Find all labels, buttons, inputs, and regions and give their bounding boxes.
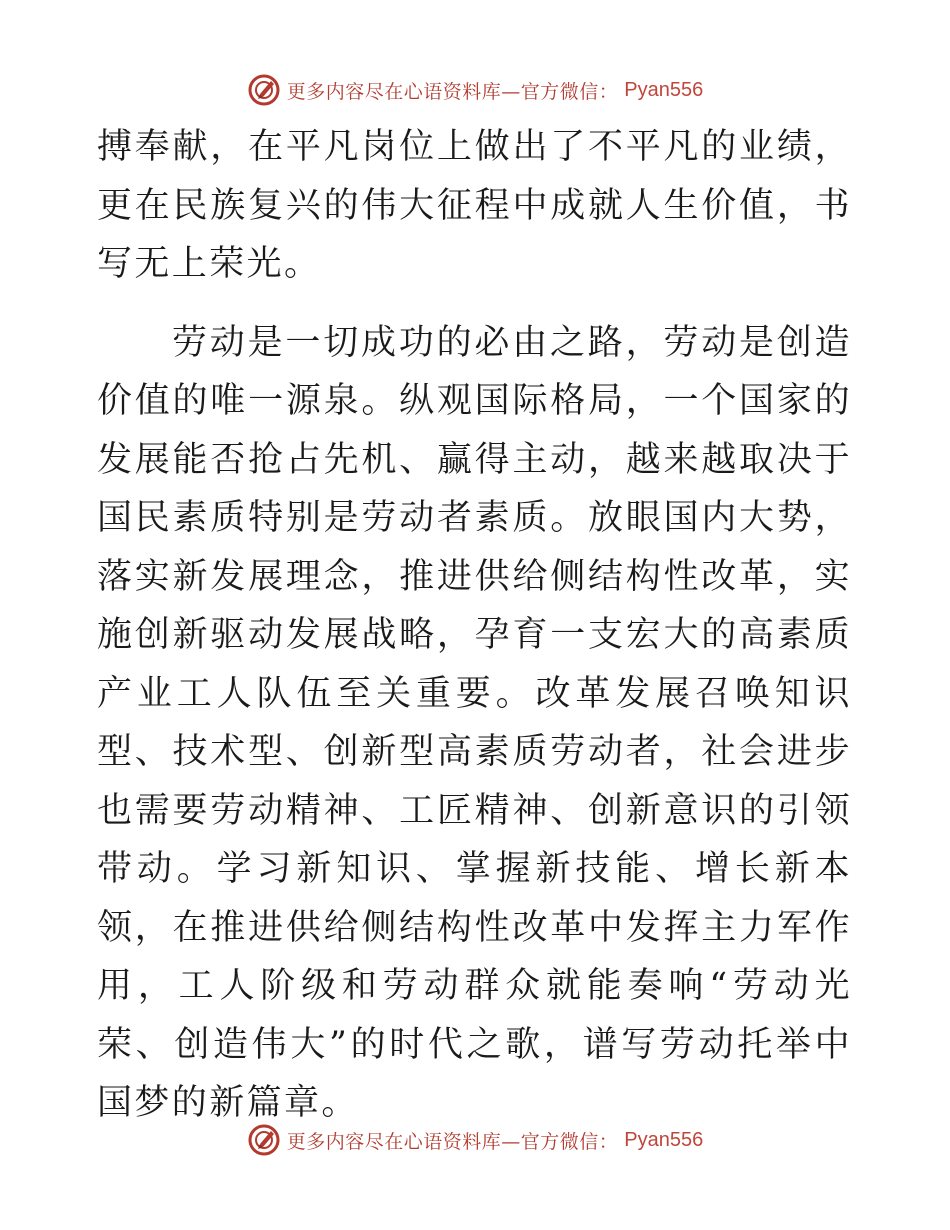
seal-logo-icon bbox=[247, 73, 281, 107]
document-body bbox=[97, 118, 852, 1133]
footer-banner-text: 更多内容尽在心语资料库—官方微信： bbox=[286, 1130, 619, 1153]
header-banner-text: 更多内容尽在心语资料库—官方微信： bbox=[286, 80, 619, 103]
seal-logo-icon bbox=[247, 1123, 281, 1157]
paragraph-2: 劳动是一切成功的必由之路，劳动是创造价值的唯一源泉。纵观国际格局，一个国家的发展能否抢占先机、赢得主动，越来越取决于国民素质特别是劳动者素质。放眼国内大势，落实新发展理念，推进供给侧结构性改革，实施创新驱动发展战略，孕育一支宏大的高素质产业工人队伍至关重要。改革发展召唤知识型、技术型、创新型高素质劳动者，社会进步也需要劳动精神、工匠精神、创新意识的引领带动。学习新知识、掌握新技能、增长新本领，在推进供给侧结构性改革中发挥主力军作用，工人阶级和劳动群众就能奏响“劳动光荣、创造伟大”的时代之歌，谱写劳动托举中国梦的新篇章。 bbox=[97, 322, 852, 1123]
paragraph-1: 搏奉献，在平凡岗位上做出了不平凡的业绩，更在民族复兴的伟大征程中成就人生价值，书写无上荣光。 bbox=[97, 127, 852, 284]
footer-wechat-id: Pyan556 bbox=[624, 1128, 704, 1151]
footer-banner bbox=[0, 1120, 950, 1160]
header-wechat-id: Pyan556 bbox=[624, 78, 704, 101]
header-banner bbox=[0, 70, 950, 110]
